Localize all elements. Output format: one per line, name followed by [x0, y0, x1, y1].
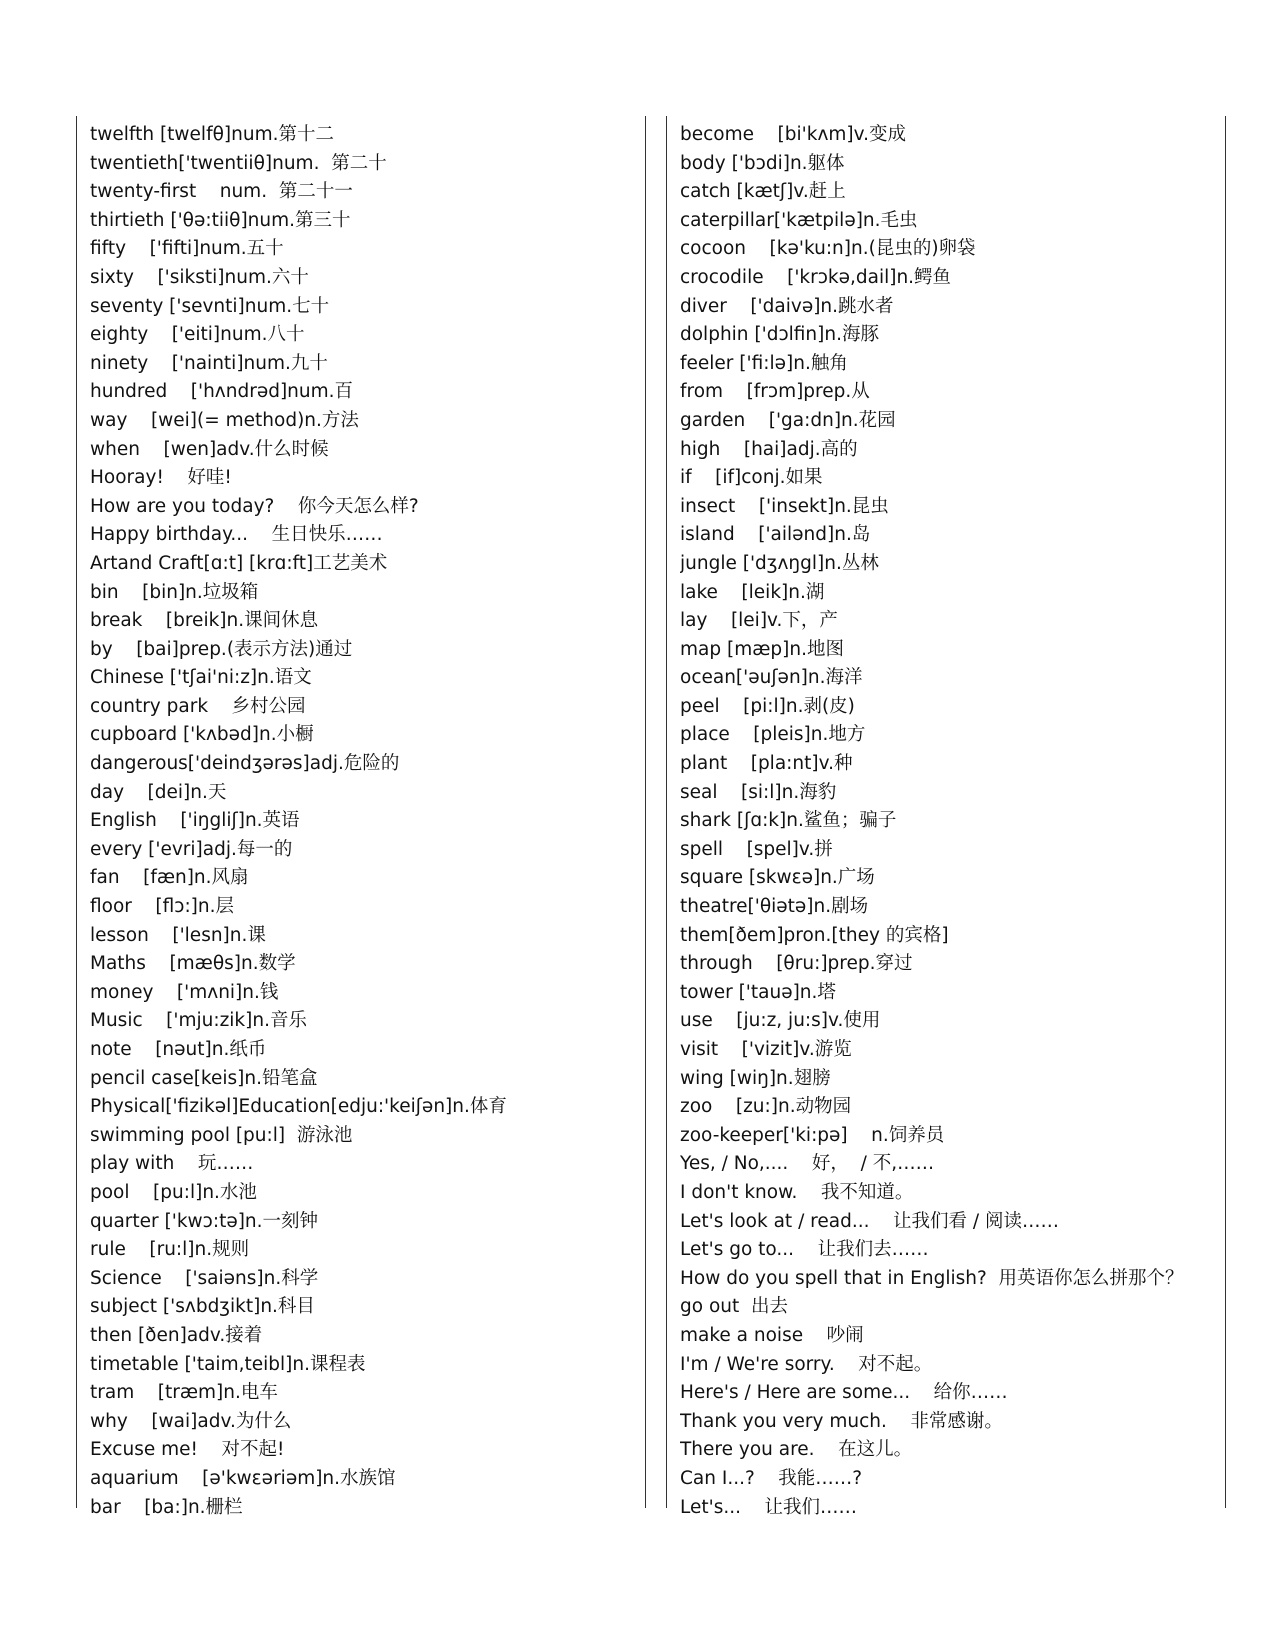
vocab-entry: spell [spel]v.拼	[680, 838, 833, 860]
vocab-entry: bar [ba:]n.栅栏	[90, 1496, 243, 1518]
vocab-entry: from [frɔm]prep.从	[680, 381, 870, 403]
vocab-entry: aquarium [ə'kwεəriəm]n.水族馆	[90, 1467, 396, 1489]
vocab-entry: seventy ['sevnti]num.七十	[90, 295, 330, 317]
vocab-entry: bin [bin]n.垃圾箱	[90, 581, 259, 603]
vocab-entry: lake [leik]n.湖	[680, 581, 825, 603]
vocab-entry: quarter ['kwɔ:tə]n.一刻钟	[90, 1210, 319, 1232]
vocab-entry: Artand Craft[ɑ:t] [krɑ:ft]工艺美术	[90, 552, 388, 574]
left-column	[76, 116, 646, 1518]
vocab-entry: How do you spell that in English? 用英语你怎么拼那个？	[680, 1267, 1184, 1289]
vocab-entry: map [mæp]n.地图	[680, 638, 844, 660]
vocab-entry: twenty-first num. 第二十一	[90, 181, 353, 203]
vocab-entry: place [pleis]n.地方	[680, 724, 866, 746]
vocab-entry: seal [si:l]n.海豹	[680, 781, 837, 803]
vocab-entry: tower ['tauə]n.塔	[680, 981, 836, 1003]
vocab-entry: zoo [zu:]n.动物园	[680, 1096, 852, 1118]
vocab-entry: Here's / Here are some... 给你……	[680, 1382, 1008, 1404]
vocab-entry: cupboard ['kʌbəd]n.小橱	[90, 724, 314, 746]
vocab-entry: pool [pu:l]n.水池	[90, 1181, 257, 1203]
vocab-entry: fan [fæn]n.风扇	[90, 867, 249, 889]
vocab-entry: if [if]conj.如果	[680, 467, 823, 489]
vocab-entry: theatre['θiətə]n.剧场	[680, 896, 869, 918]
vocab-entry: plant [pla:nt]v.种	[680, 753, 853, 775]
vocab-entry: tram [træm]n.电车	[90, 1382, 278, 1404]
vocab-entry: diver ['daivə]n.跳水者	[680, 295, 894, 317]
vocab-entry: zoo-keeper['ki:pə] n.饲养员	[680, 1124, 945, 1146]
vocab-entry: through [θru:]prep.穿过	[680, 953, 913, 975]
vocab-entry: jungle ['dʒʌŋgl]n.丛林	[680, 552, 879, 574]
vocab-entry: Let's... 让我们……	[680, 1496, 858, 1518]
vocab-entry: rule [ru:l]n.规则	[90, 1239, 250, 1261]
vocab-entry: when [wen]adv.什么时候	[90, 438, 329, 460]
vocab-entry: visit ['vizit]v.游览	[680, 1039, 852, 1060]
vocab-entry: then [ðen]adv.接着	[90, 1324, 263, 1346]
vocab-entry: shark [ʃɑ:k]n.鲨鱼；骗子	[680, 810, 897, 832]
vocab-entry: lesson ['lesn]n.课	[90, 924, 266, 946]
vocab-entry: Maths [mæθs]n.数学	[90, 953, 296, 975]
vocab-entry: timetable ['taim,teibl]n.课程表	[90, 1353, 366, 1375]
vocab-entry: peel [pi:l]n.剥(皮)	[680, 695, 855, 717]
vocab-entry: eighty ['eiti]num.八十	[90, 324, 305, 346]
vocab-entry: Science ['saiəns]n.科学	[90, 1267, 319, 1289]
vocab-entry: There you are. 在这儿。	[680, 1439, 913, 1461]
vocab-entry: twentieth['twentiiθ]num. 第二十	[90, 152, 387, 174]
vocab-entry: by [bai]prep.(表示方法)通过	[90, 638, 353, 660]
vocab-entry: every ['evri]adj.每一的	[90, 838, 293, 860]
vocab-entry: Thank you very much. 非常感谢。	[680, 1410, 1003, 1432]
vocab-entry: wing [wiŋ]n.翅膀	[680, 1067, 831, 1089]
vocab-entry: note [nəut]n.纸币	[90, 1039, 267, 1060]
vocab-entry: dangerous['deindʒərəs]adj.危险的	[90, 753, 400, 775]
vocab-entry: ninety ['nainti]num.九十	[90, 352, 328, 374]
vocab-entry: Music ['mju:zik]n.音乐	[90, 1010, 307, 1032]
vocab-entry: money ['mʌni]n.钱	[90, 981, 279, 1003]
vocab-entry: pencil case[keis]n.铅笔盒	[90, 1067, 318, 1089]
vocab-entry: English ['iŋgliʃ]n.英语	[90, 810, 300, 832]
vocab-entry: them[ðem]pron.[they 的宾格]	[680, 924, 949, 946]
vocab-entry: way [wei](= method)n.方法	[90, 409, 359, 431]
vocab-entry: Chinese ['tʃai'ni:z]n.语文	[90, 667, 312, 689]
vocab-entry: subject ['sʌbdʒikt]n.科目	[90, 1296, 315, 1318]
vocab-entry: why [wai]adv.为什么	[90, 1410, 292, 1432]
vocab-entry: make a noise 吵闹	[680, 1324, 864, 1346]
vocab-entry: ocean['əuʃən]n.海洋	[680, 667, 863, 689]
vocab-entry: cocoon [kə'ku:n]n.(昆虫的)卵袋	[680, 238, 976, 260]
vocab-entry: feeler ['fi:lə]n.触角	[680, 352, 848, 374]
right-column	[666, 116, 1226, 1518]
vocab-entry: island ['ailənd]n.岛	[680, 524, 871, 546]
right-vocab-list	[667, 116, 1225, 1522]
vocab-entry: country park 乡村公园	[90, 695, 306, 717]
vocab-entry: catch [kætʃ]v.赶上	[680, 181, 846, 203]
vocab-entry: floor [flɔ:]n.层	[90, 896, 235, 918]
vocab-entry: caterpillar['kætpilə]n.毛虫	[680, 209, 918, 231]
vocab-entry: go out 出去	[680, 1296, 789, 1318]
vocab-entry: crocodile ['krɔkə,dail]n.鳄鱼	[680, 266, 952, 288]
vocab-entry: How are you today? 你今天怎么样?	[90, 495, 419, 517]
vocab-entry: twelfth [twelfθ]num.第十二	[90, 124, 334, 145]
vocab-entry: Physical['fizikəl]Education[edju:'keiʃən]n.体育	[90, 1096, 507, 1118]
vocab-entry: sixty ['siksti]num.六十	[90, 266, 309, 288]
vocab-entry: Excuse me! 对不起!	[90, 1439, 285, 1461]
vocab-entry: Happy birthday... 生日快乐……	[90, 524, 383, 546]
left-vocab-list	[77, 116, 645, 1522]
vocab-entry: play with 玩……	[90, 1153, 254, 1175]
vocab-entry: use [ju:z, ju:s]v.使用	[680, 1010, 881, 1032]
vocab-entry: day [dei]n.天	[90, 781, 227, 803]
vocab-entry: body ['bɔdi]n.躯体	[680, 152, 845, 174]
vocab-entry: Yes, / No,.... 好， / 不,……	[680, 1153, 935, 1175]
vocab-entry: swimming pool [pu:l] 游泳池	[90, 1124, 353, 1146]
vocab-entry: Let's go to... 让我们去……	[680, 1239, 929, 1261]
vocab-entry: I'm / We're sorry. 对不起。	[680, 1353, 933, 1375]
vocab-entry: square [skwεə]n.广场	[680, 867, 875, 889]
vocab-entry: lay [lei]v.下，产	[680, 610, 838, 632]
vocab-entry: high [hai]adj.高的	[680, 438, 858, 460]
vocab-entry: break [breik]n.课间休息	[90, 610, 319, 632]
vocab-entry: I don't know. 我不知道。	[680, 1181, 914, 1203]
vocab-entry: thirtieth ['θə:tiiθ]num.第三十	[90, 209, 351, 231]
vocab-entry: fifty ['fifti]num.五十	[90, 238, 284, 260]
vocab-entry: dolphin ['dɔlfin]n.海豚	[680, 324, 879, 346]
vocab-entry: garden ['ga:dn]n.花园	[680, 409, 896, 431]
vocab-entry: Let's look at / read... 让我们看 / 阅读……	[680, 1210, 1059, 1232]
vocab-entry: Hooray! 好哇!	[90, 467, 232, 489]
vocab-entry: become [bi'kʌm]v.变成	[680, 124, 907, 145]
vocab-entry: insect ['insekt]n.昆虫	[680, 495, 889, 517]
vocab-entry: Can I...? 我能……?	[680, 1467, 863, 1489]
vocab-entry: hundred ['hʌndrəd]num.百	[90, 381, 354, 403]
